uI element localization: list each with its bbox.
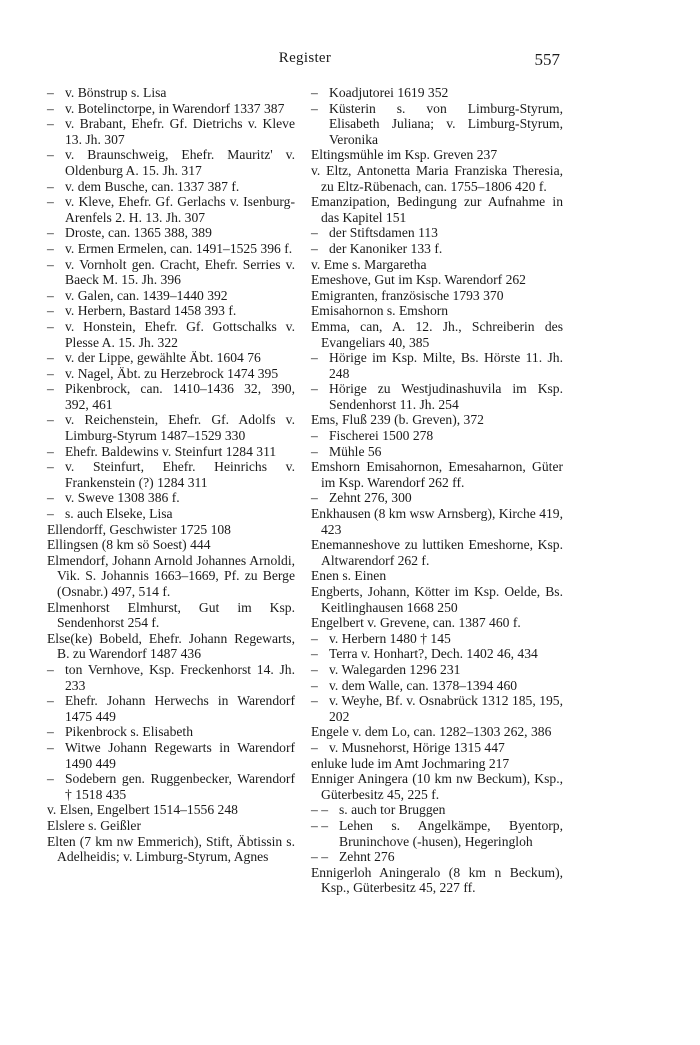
- index-entry: [311, 678, 563, 694]
- entry-text: Elslere s. Geißler: [47, 817, 141, 833]
- index-entry: [47, 802, 295, 818]
- entry-text: Else(ke) Bobeld, Ehefr. Johann Regewarts, B. zu Warendorf 1487 436: [47, 630, 295, 662]
- index-entry: [311, 537, 563, 568]
- entry-text: v. Reichenstein, Ehefr. Gf. Adolfs v. Limburg-Styrum 1487–1529 330: [65, 412, 295, 444]
- index-entry: [47, 771, 295, 802]
- entry-text: Ellendorff, Geschwister 1725 108: [47, 521, 231, 537]
- index-entry: [311, 444, 563, 460]
- entry-text: v. Walegarden 1296 231: [329, 661, 461, 677]
- entry-dash: –: [47, 365, 54, 381]
- entry-dash: –: [311, 677, 318, 693]
- entry-text: v. Eltz, Antonetta Maria Franziska Theresia, zu Eltz-Rübenach, can. 1755–1806 420 f.: [311, 162, 563, 194]
- index-entry: [311, 724, 563, 740]
- entry-text: Emigranten, französische 1793 370: [311, 287, 504, 303]
- entry-dash: –: [47, 490, 54, 506]
- entry-text: Emeshove, Gut im Ksp. Warendorf 262: [311, 272, 526, 288]
- entry-text: v. dem Busche, can. 1337 387 f.: [65, 178, 240, 194]
- entry-text: Elmendorf, Johann Arnold Johannes Arnoldi, Vik. S. Johannis 1663–1669, Pf. zu Berge (Osnabr.) 497, 514 f.: [47, 552, 295, 599]
- entry-text: Ems, Fluß 239 (b. Greven), 372: [311, 412, 484, 428]
- index-entry: [311, 771, 563, 802]
- index-entry: [47, 85, 295, 101]
- entry-text: v. Elsen, Engelbert 1514–1556 248: [47, 802, 238, 818]
- index-entry: [47, 693, 295, 724]
- entry-dash: –: [47, 693, 54, 709]
- index-entry: [311, 350, 563, 381]
- index-entry: [47, 600, 295, 631]
- entry-text: Ennigerloh Aningeralo (8 km n Beckum), Ksp., Güterbesitz 45, 227 ff.: [311, 864, 563, 896]
- index-entry: [47, 553, 295, 600]
- entry-text: s. auch tor Bruggen: [339, 802, 446, 818]
- entry-text: Engele v. dem Lo, can. 1282–1303 262, 386: [311, 724, 552, 740]
- index-entry: [311, 303, 563, 319]
- index-entry: [311, 615, 563, 631]
- entry-dash: –: [311, 693, 318, 709]
- entry-text: v. Galen, can. 1439–1440 392: [65, 287, 228, 303]
- page-number: 557: [534, 50, 560, 69]
- entry-text: Koadjutorei 1619 352: [329, 85, 449, 100]
- entry-text: v. Eme s. Margaretha: [311, 256, 427, 272]
- index-entry: [47, 412, 295, 443]
- entry-text: v. der Lippe, gewählte Äbt. 1604 76: [65, 350, 261, 366]
- entry-text: Droste, can. 1365 388, 389: [65, 225, 212, 241]
- index-entry: [47, 724, 295, 740]
- entry-text: Engelbert v. Grevene, can. 1387 460 f.: [311, 615, 521, 631]
- entry-text: Zehnt 276, 300: [329, 490, 412, 506]
- entry-text: v. Brabant, Ehefr. Gf. Dietrichs v. Kleve 13. Jh. 307: [65, 116, 295, 147]
- entry-text: der Kanoniker 133 f.: [329, 240, 443, 256]
- index-entry: [311, 225, 563, 241]
- index-entry: [311, 85, 563, 101]
- entry-dash: –: [47, 100, 54, 116]
- entry-dash: –: [47, 724, 54, 740]
- entry-dash: –: [311, 381, 318, 397]
- entry-text: Enemanneshove zu luttiken Emeshorne, Ksp. Altwarendorf 262 f.: [311, 537, 563, 568]
- entry-text: enluke lude im Amt Jochmaring 217: [311, 755, 510, 771]
- entry-text: s. auch Elseke, Lisa: [65, 506, 173, 522]
- entry-text: v. Vornholt gen. Cracht, Ehefr. Serries v. Baeck M. 15. Jh. 396: [65, 256, 295, 288]
- index-entry: [311, 490, 563, 506]
- entry-dash: –: [311, 428, 318, 444]
- entry-dash: –: [311, 739, 318, 755]
- entry-text: Hörige zu Westjudinashuvila im Ksp. Sendenhorst 11. Jh. 254: [329, 381, 563, 412]
- index-entry: [47, 631, 295, 662]
- index-entry: [311, 257, 563, 273]
- entry-text: Enen s. Einen: [311, 568, 387, 584]
- index-entry: [47, 101, 295, 117]
- entry-dash: –: [47, 256, 54, 272]
- entry-dash: –: [47, 412, 54, 428]
- index-entry: [311, 865, 563, 896]
- index-entry: [311, 802, 563, 818]
- entry-text: v. dem Walle, can. 1378–1394 460: [329, 677, 518, 693]
- index-entry: [47, 179, 295, 195]
- index-entry: [47, 537, 295, 553]
- index-entry: [47, 350, 295, 366]
- index-entry: [311, 412, 563, 428]
- entry-text: Sodebern gen. Ruggenbecker, Warendorf † 1518 435: [65, 771, 295, 802]
- entry-text: Eltingsmühle im Ksp. Greven 237: [311, 147, 498, 163]
- index-entry: [47, 381, 295, 412]
- entry-dash: –: [47, 459, 54, 475]
- index-entry: [311, 459, 563, 490]
- entry-dash: – –: [311, 817, 328, 833]
- entry-text: Emma, can, A. 12. Jh., Schreiberin des Evangeliars 40, 385: [311, 318, 563, 350]
- index-entry: [311, 101, 563, 148]
- entry-dash: –: [47, 303, 54, 319]
- entry-dash: –: [47, 85, 54, 100]
- entry-text: v. Weyhe, Bf. v. Osnabrück 1312 185, 195, 202: [329, 693, 563, 724]
- entry-text: Elten (7 km nw Emmerich), Stift, Äbtissin s. Adelheidis; v. Limburg-Styrum, Agnes: [47, 833, 295, 865]
- index-entry: [47, 834, 295, 865]
- index-entry: [311, 506, 563, 537]
- entry-dash: –: [47, 739, 54, 755]
- entry-dash: –: [47, 661, 54, 677]
- index-entry: [311, 756, 563, 772]
- entry-text: Enniger Aningera (10 km nw Beckum), Ksp., Güterbesitz 45, 225 f.: [311, 771, 563, 802]
- entry-text: Ellingsen (8 km sö Soest) 444: [47, 537, 211, 553]
- entry-dash: – –: [311, 849, 328, 865]
- index-entry: [311, 646, 563, 662]
- index-entry: [311, 194, 563, 225]
- index-entry: [47, 662, 295, 693]
- index-entry: [311, 272, 563, 288]
- entry-dash: – –: [311, 802, 328, 818]
- entry-dash: –: [47, 771, 54, 787]
- index-entry: [47, 116, 295, 147]
- entry-text: ton Vernhove, Ksp. Freckenhorst 14. Jh. 233: [65, 661, 295, 693]
- index-entry: [47, 366, 295, 382]
- index-entry: [47, 147, 295, 178]
- entry-dash: –: [311, 85, 318, 100]
- entry-text: Hörige im Ksp. Milte, Bs. Hörste 11. Jh. 248: [329, 350, 563, 381]
- index-entry: [47, 303, 295, 319]
- index-entry: [311, 147, 563, 163]
- entry-text: v. Bönstrup s. Lisa: [65, 85, 167, 100]
- entry-dash: –: [311, 100, 318, 116]
- entry-dash: –: [47, 147, 54, 163]
- index-entry: [311, 693, 563, 724]
- index-entry: [47, 225, 295, 241]
- index-entry: [311, 584, 563, 615]
- entry-dash: –: [47, 240, 54, 256]
- left-column: [47, 85, 295, 865]
- entry-text: v. Steinfurt, Ehefr. Heinrichs v. Frankenstein (?) 1284 311: [65, 459, 295, 490]
- entry-text: v. Nagel, Äbt. zu Herzebrock 1474 395: [65, 365, 279, 381]
- entry-text: Terra v. Honhart?, Dech. 1402 46, 434: [329, 646, 538, 662]
- entry-text: Ehefr. Baldewins v. Steinfurt 1284 311: [65, 443, 277, 459]
- index-entry: [47, 194, 295, 225]
- entry-dash: –: [47, 350, 54, 366]
- entry-dash: –: [311, 225, 318, 241]
- entry-text: v. Herbern 1480 † 145: [329, 630, 451, 646]
- index-entry: [47, 818, 295, 834]
- entry-text: Emisahornon s. Emshorn: [311, 303, 449, 319]
- index-entry: [47, 288, 295, 304]
- entry-text: Emshorn Emisahornon, Emesaharnon, Güter im Ksp. Warendorf 262 ff.: [311, 459, 563, 490]
- index-entry: [311, 288, 563, 304]
- entry-text: Ehefr. Johann Herwechs in Warendorf 1475 449: [65, 693, 295, 724]
- entry-dash: –: [311, 661, 318, 677]
- index-entry: [47, 522, 295, 538]
- entry-text: v. Honstein, Ehefr. Gf. Gottschalks v. Plesse A. 15. Jh. 322: [65, 318, 295, 350]
- index-entry: [311, 631, 563, 647]
- page-header-title: Register: [278, 50, 332, 66]
- entry-dash: –: [47, 381, 54, 397]
- entry-text: v. Botelinctorpe, in Warendorf 1337 387: [65, 100, 285, 116]
- entry-dash: –: [47, 194, 54, 210]
- entry-text: v. Kleve, Ehefr. Gf. Gerlachs v. Isenburg-Arenfels 2. H. 13. Jh. 307: [65, 194, 295, 225]
- index-entry: [311, 319, 563, 350]
- entry-text: Küsterin s. von Limburg-Styrum, Elisabeth Juliana; v. Limburg-Styrum, Veronika: [329, 100, 563, 147]
- entry-text: Witwe Johann Regewarts in Warendorf 1490 449: [65, 739, 295, 771]
- entry-dash: –: [311, 630, 318, 646]
- entry-text: Emanzipation, Bedingung zur Aufnahme in das Kapitel 151: [311, 194, 563, 225]
- entry-text: v. Herbern, Bastard 1458 393 f.: [65, 303, 237, 319]
- index-entry: [47, 740, 295, 771]
- entry-dash: –: [311, 240, 318, 256]
- index-entry: [311, 381, 563, 412]
- index-entry: [47, 506, 295, 522]
- entry-text: der Stiftsdamen 113: [329, 225, 438, 241]
- entry-dash: –: [47, 443, 54, 459]
- index-entry: [311, 740, 563, 756]
- entry-text: Pikenbrock, can. 1410–1436 32, 390, 392, 461: [65, 381, 295, 412]
- index-entry: [47, 257, 295, 288]
- index-entry: [311, 662, 563, 678]
- entry-dash: –: [311, 490, 318, 506]
- index-entry: [311, 163, 563, 194]
- entry-dash: –: [47, 318, 54, 334]
- entry-dash: –: [47, 506, 54, 522]
- index-entry: [47, 490, 295, 506]
- index-entry: [47, 241, 295, 257]
- index-entry: [311, 849, 563, 865]
- entry-text: Fischerei 1500 278: [329, 428, 434, 444]
- entry-text: v. Ermen Ermelen, can. 1491–1525 396 f.: [65, 240, 293, 256]
- entry-dash: –: [47, 287, 54, 303]
- index-entry: [47, 319, 295, 350]
- entry-text: Elmenhorst Elmhurst, Gut im Ksp. Sendenhorst 254 f.: [47, 599, 295, 631]
- entry-text: Engberts, Johann, Kötter im Ksp. Oelde, Bs. Keitlinghausen 1668 250: [311, 584, 563, 615]
- index-entry: [47, 459, 295, 490]
- index-entry: [311, 568, 563, 584]
- entry-text: Enkhausen (8 km wsw Arnsberg), Kirche 419, 423: [311, 506, 563, 537]
- index-entry: [311, 428, 563, 444]
- entry-text: Zehnt 276: [339, 849, 395, 865]
- index-entry: [311, 241, 563, 257]
- entry-text: v. Musnehorst, Hörige 1315 447: [329, 739, 505, 755]
- entry-dash: –: [311, 350, 318, 366]
- index-entry: [47, 444, 295, 460]
- entry-text: Mühle 56: [329, 443, 382, 459]
- entry-dash: –: [311, 646, 318, 662]
- index-entry: [311, 818, 563, 849]
- entry-text: v. Sweve 1308 386 f.: [65, 490, 180, 506]
- entry-dash: –: [311, 443, 318, 459]
- entry-text: Pikenbrock s. Elisabeth: [65, 724, 193, 740]
- entry-dash: –: [47, 225, 54, 241]
- entry-dash: –: [47, 116, 54, 132]
- entry-dash: –: [47, 178, 54, 194]
- entry-text: v. Braunschweig, Ehefr. Mauritz' v. Oldenburg A. 15. Jh. 317: [65, 147, 295, 178]
- entry-text: Lehen s. Angelkämpe, Byentorp, Bruninchove (-husen), Hegeringloh: [339, 817, 563, 849]
- right-column: [311, 85, 563, 896]
